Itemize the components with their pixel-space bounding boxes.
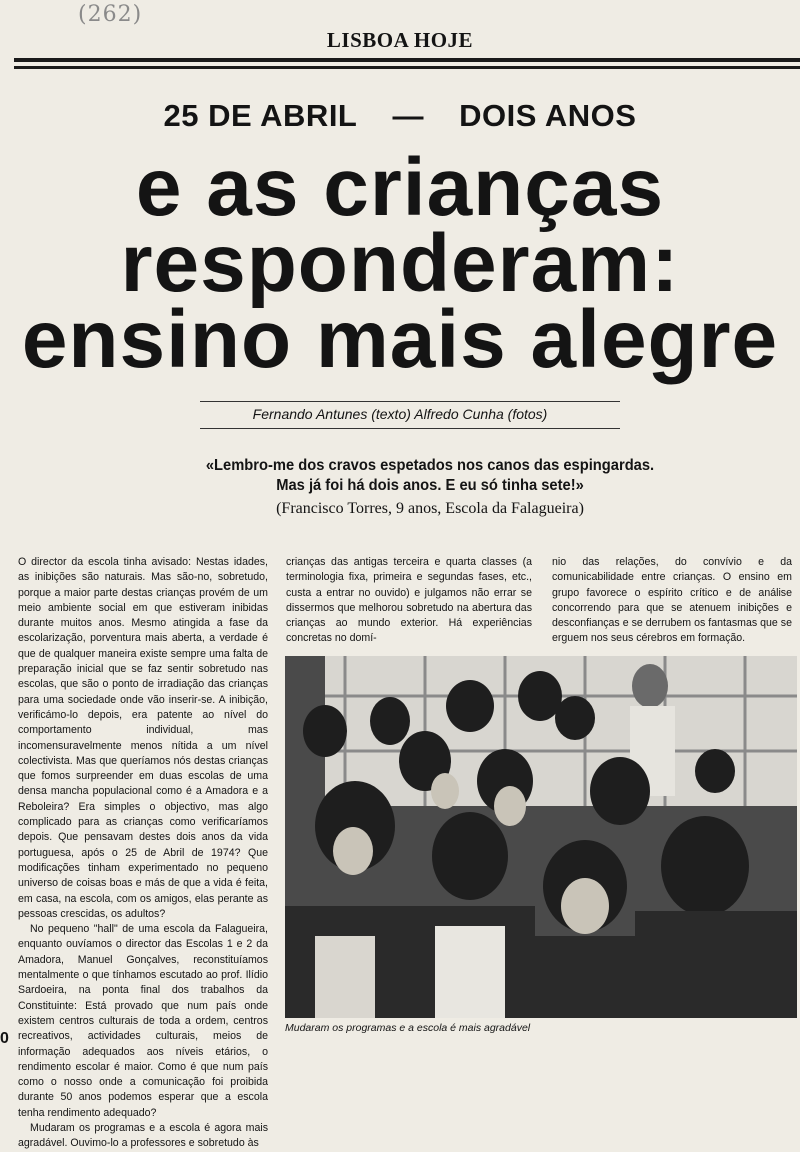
- byline-rule-bottom: [200, 428, 620, 429]
- section-title: LISBOA HOJE: [326, 28, 474, 52]
- paragraph: O director da escola tinha avisado: Nestas idades, as inibições são naturais. Mas são-no, sobretudo, porque a maior parte destas crianças provém de um meio ambiente social em que estiveram inibidas durante muitos anos. Mesmo atingida a fase da escolarização, porventura mais aberta, a verdade é que de qualquer maneira existe sempre uma falta de preparação inicial que se faz sentir sobretudo nas escolas, que são o ponto de irradiação das crianças para uma sociedade onde vão inserir-se. A inibição, verificámo-lo depois, era patente ao nível do comportamento individual, mas incomensuravelmente menos nítida a um nível colectivista. Mas que queríamos nós destas crianças que fomos surpreender em duas escolas de uma densa mancha populacional como é a Amadora e a Reboleira? Era simples o objectivo, mas algo complicado para as crianças como verificaríamos depois. Que pensavam destes dois anos da vida portuguesa, após o 25 de Abril de 1974? Que modificações tinham experimentado no pequeno universo de coisas boas e más de que a vida é feita, em casa, na escola, com os amigos, elas perante as pessoas crescidas, os adultos?: [18, 556, 268, 920]
- pull-quote-source: (Francisco Torres, 9 anos, Escola da Falagueira): [276, 500, 584, 517]
- paragraph: Mudaram os programas e a escola é agora mais agradável. Ouvimo-lo a professores e sobretudo às: [18, 1121, 268, 1150]
- pull-quote-line-1: «Lembro-me dos cravos espetados nos canos das espingardas.: [205, 457, 655, 474]
- pull-quote-line-2: Mas já foi há dois anos. E eu só tinha sete!»: [276, 477, 584, 494]
- classroom-photo: [285, 656, 797, 1018]
- paragraph: crianças das antigas terceira e quarta classes (a terminologia fixa, primeira e segundas fases, etc., custa a entrar no ouvido) e julgamos não errar se dissermos que melhorou sobretudo na abertura das crianças ao mundo exterior. Há experiências concretas no domí-: [286, 556, 532, 645]
- byline-rule-top: [200, 401, 620, 402]
- headline-line-1: e as crianças: [135, 142, 665, 233]
- page-number: 0: [0, 1030, 9, 1047]
- handwritten-page-note: (262): [78, 2, 143, 27]
- headline-line-3: ensino mais alegre: [21, 294, 779, 385]
- top-rule-1: [14, 58, 800, 62]
- classroom-photo-illustration: [285, 656, 797, 1018]
- kicker-subtitle: DOIS ANOS: [459, 98, 637, 133]
- kicker-dash: —: [392, 98, 424, 133]
- kicker: [0, 98, 800, 134]
- kicker-date: 25 DE ABRIL: [163, 98, 358, 133]
- article-column-1: [18, 555, 268, 1152]
- article-column-2: [286, 555, 532, 647]
- photo-caption: Mudaram os programas e a escola é mais agradável: [285, 1022, 531, 1034]
- article-column-3: [552, 555, 792, 647]
- paragraph: No pequeno "hall" de uma escola da Falagueira, enquanto ouvíamos o director das Escolas 1 e 2 da Amadora, Manuel Gonçalves, reconstituíamos mentalmente o que tínhamos escutado ao prof. Ilídio Sardoeira, na ponta final dos trabalhos da Constituinte: Está provado que num país onde existem centros culturais de toda a ordem, centros recreativos, actividades culturais, meios de informação adequados aos níveis etários, o rendimento escolar é maior. Como é que num país como o nosso onde a comunicação foi proibida durante 50 anos podemos esperar que a escola tenha rendimento adequado?: [18, 923, 268, 1119]
- headline: [0, 142, 800, 385]
- headline-line-2: responderam:: [120, 218, 680, 309]
- top-rule-2: [14, 66, 800, 69]
- byline: Fernando Antunes (texto) Alfredo Cunha (fotos): [252, 406, 548, 422]
- paragraph: nio das relações, do convívio e da comunicabilidade entre crianças. O ensino em grupo favorece o espírito crítico e de análise concorrendo para que se atenuem inibições e desconfianças e se derrubem os fantasmas que se erguem nos seus cérebros em formação.: [552, 556, 792, 645]
- pull-quote: [182, 456, 679, 496]
